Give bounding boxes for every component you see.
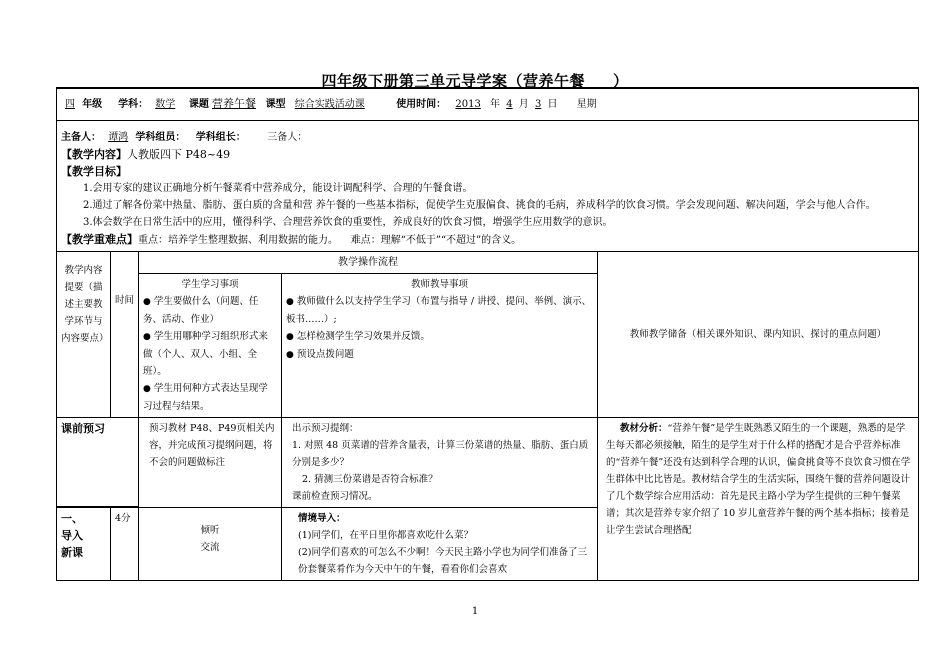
header-info-row xyxy=(57,88,919,120)
teacher-item: ● 教师做什么以支持学生学习（布置与指导 / 讲授、提问、举例、演示、板书……）; xyxy=(286,293,593,328)
preview-item: 课前检查预习情况。 xyxy=(292,490,378,502)
goal-item: 2.通过了解各份菜中热量、脂肪、蛋白质的含量和营 养午餐的一些基本指标，促使学生克服偏食、挑食的毛病，养成科学的饮食习惯。学会发现问题、解决问题，学会与他人合作。 xyxy=(83,199,876,211)
intro-label xyxy=(57,507,111,580)
topic-value: 营养午餐 xyxy=(212,97,257,110)
week-label: 星期 xyxy=(576,99,597,110)
intro-teacher-item: (2)同学们喜欢的可怎么不少啊！今天民主路小学也为同学们准备了三份套餐菜肴作为今天中午的午餐，看看你们会喜欢 xyxy=(298,546,587,575)
topic-label: 课题 xyxy=(188,99,209,110)
content-label: 【教学内容】 xyxy=(61,147,127,161)
preview-item: 1. 对照 48 页菜谱的营养含量表，计算三份菜谱的热量、脂肪、蛋白质分别是多少？ xyxy=(292,439,589,468)
key-value: 培养学生整理数据、利用数据的能力。 xyxy=(168,234,338,246)
intro-teacher-title: 情境导入： xyxy=(298,512,346,524)
intro-time: 4分 xyxy=(111,507,139,580)
grade-value: 四 xyxy=(65,99,75,110)
leader-label: 学科组长： xyxy=(195,131,246,143)
content-summary-head: 教学内容提要（描述主要教学环节与内容要点） xyxy=(57,251,111,417)
overview-block xyxy=(57,120,919,251)
main-prep-value: 谭鸿 xyxy=(108,131,129,143)
preview-teacher xyxy=(282,417,598,507)
process-head: 教学操作流程 xyxy=(139,251,598,273)
preview-intro: 出示预习提纲： xyxy=(292,422,359,434)
student-head: 学生学习事项 xyxy=(181,278,239,290)
key-points-line xyxy=(61,231,914,249)
year-value: 2013 xyxy=(455,99,481,110)
preview-label: 课前预习 xyxy=(57,417,139,507)
intro-teacher-item: (1)同学们，在平日里你都喜欢吃什么菜？ xyxy=(298,529,473,541)
teacher-item: ● 预设点拨问题 xyxy=(286,346,593,364)
preview-item: 2. 猜测三份菜谱是否符合标准？ xyxy=(302,473,438,485)
lesson-plan-table xyxy=(56,87,918,585)
intro-student-line: 交流 xyxy=(200,541,220,553)
preview-student: 预习教材 P48、P49页相关内容，并完成预习提纲问题，将不会的问题做标注 xyxy=(139,417,282,507)
date-label: 使用时间： xyxy=(396,99,447,110)
time-head: 时间 xyxy=(111,251,139,417)
subject-value: 数学 xyxy=(155,99,176,110)
title-close: ） xyxy=(613,72,629,90)
textbook-analysis xyxy=(598,417,919,580)
month-value: 4 xyxy=(506,99,513,110)
teacher-items-cell xyxy=(282,273,598,417)
day-unit: 日 xyxy=(547,99,558,110)
analysis-label: 教材分析： xyxy=(620,422,668,434)
key-label: 重点： xyxy=(138,234,168,246)
student-item: ● 学生用何种方式表达呈现学习过程与结果。 xyxy=(143,380,277,415)
reserve-head: 教师教学储备（相关课外知识、课内知识、探讨的重点问题） xyxy=(598,251,919,417)
teacher-head: 教师教导事项 xyxy=(410,278,468,290)
goals-label: 【教学目标】 xyxy=(61,164,127,178)
title-main: 四年级下册第三单元导学案（营养午餐 xyxy=(321,72,585,90)
intro-label-line: 新课 xyxy=(61,546,83,559)
page-number: 1 xyxy=(471,606,479,617)
member-label: 学科组员： xyxy=(135,131,186,143)
year-unit: 年 xyxy=(490,99,501,110)
type-label: 课型 xyxy=(265,99,286,110)
grade-label: 年级 xyxy=(82,99,103,110)
intro-student-line: 倾听 xyxy=(200,524,220,536)
student-item: ● 学生用哪种学习组织形式来做（个人、双人、小组、全班）。 xyxy=(143,328,277,380)
goal-item: 3.体会数学在日常生活中的应用，懂得科学、合理营养饮食的重要性，养成良好的饮食习惯，增强学生应用数学的意识。 xyxy=(83,216,613,228)
intro-teacher xyxy=(282,507,598,580)
third-label: 三备人： xyxy=(267,131,308,143)
intro-student xyxy=(139,507,282,580)
intro-label-line: 导入 xyxy=(61,529,83,542)
day-value: 3 xyxy=(534,99,542,110)
student-item: ● 学生要做什么（问题、任务、活动、作业） xyxy=(143,293,277,328)
type-value: 综合实践活动课 xyxy=(294,99,365,110)
difficulty-value: 理解“不低于”“不超过”的含义。 xyxy=(380,234,522,246)
student-items-cell xyxy=(139,273,282,417)
content-value: 人教版四下 P48~49 xyxy=(127,147,231,161)
staff-line xyxy=(61,129,914,146)
difficulty-label: 难点： xyxy=(350,234,381,246)
goal-item: 1.会用专家的建议正确地分析午餐菜肴中营养成分，能设计调配科学、合理的午餐食谱。 xyxy=(83,182,473,194)
teacher-item: ● 怎样检测学生学习效果并反馈。 xyxy=(286,328,593,346)
subject-label: 学科： xyxy=(118,99,149,110)
intro-label-line: 一、 xyxy=(61,512,83,525)
key-points-label: 【教学重难点】 xyxy=(61,232,138,246)
main-prep-label: 主备人： xyxy=(61,131,101,143)
content-line xyxy=(61,146,914,163)
analysis-text: “营养午餐”是学生既熟悉又陌生的一个课题，熟悉的是学生每天都必须接触，陌生的是学生对于什么样的搭配才是合乎营养标准的“营养午餐”还没有达到科学合理的认识，偏食挑食等不良饮食习惯在学生群体中比比皆是。教材结合学生的生活实际，围绕午餐的营养问题设计了几个数学综合应用活动：首先是民主路小学为学生提供的三种午餐菜谱；其次是营养专家介绍了 10 岁儿童营养午餐的两个基本指标；接着是让学生尝试合理搭配 xyxy=(606,422,911,536)
month-unit: 月 xyxy=(518,99,529,110)
